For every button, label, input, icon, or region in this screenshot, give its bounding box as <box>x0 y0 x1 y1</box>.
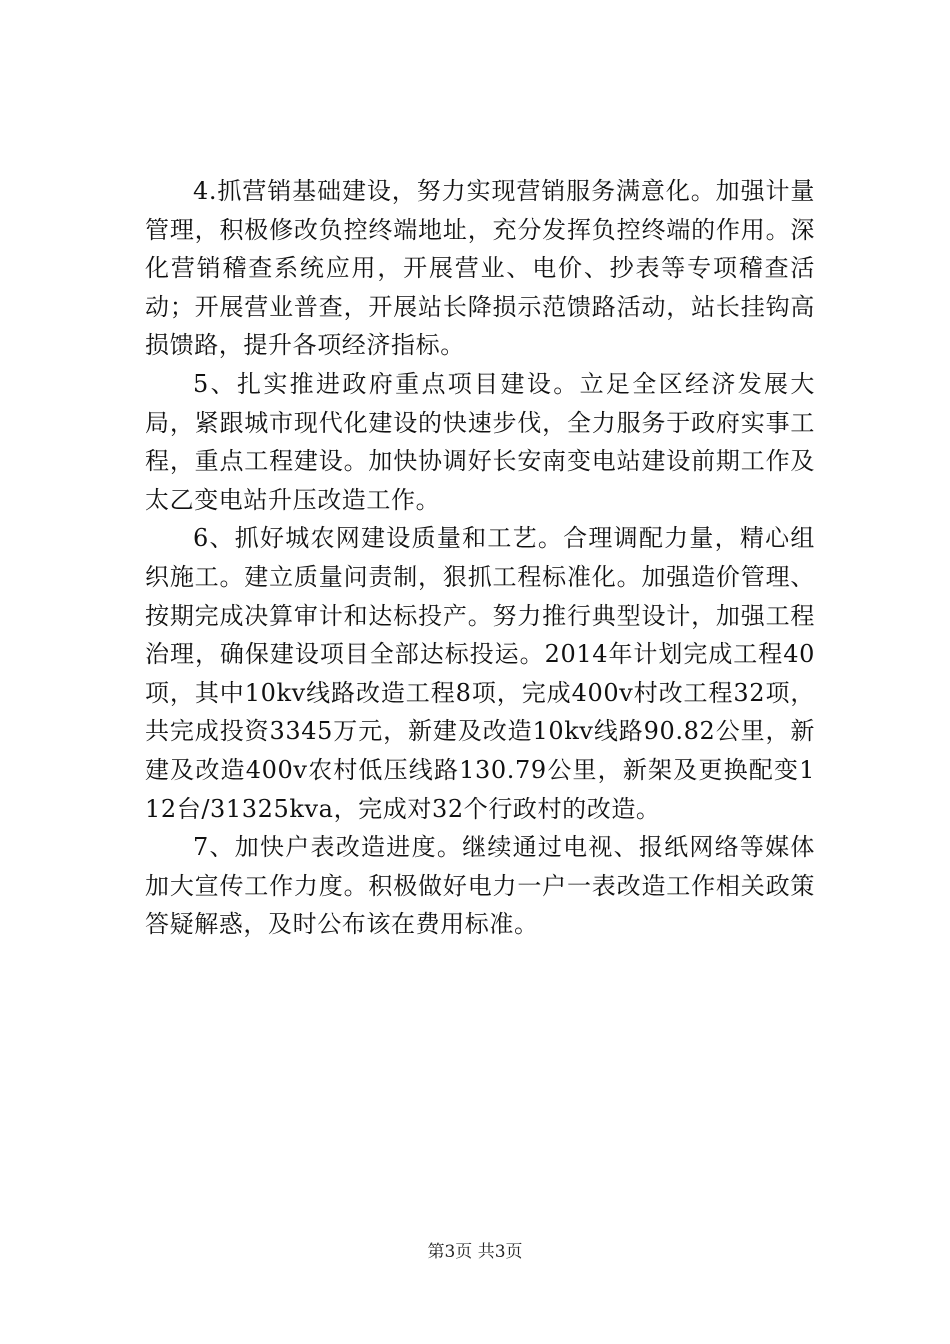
paragraph-item-6: 6、抓好城农网建设质量和工艺。合理调配力量，精心组织施工。建立质量问责制，狠抓工程标准化。加强造价管理、按期完成决算审计和达标投产。努力推行典型设计，加强工程治理，确保建设项目全部达标投运。2014年计划完成工程40项，其中10kv线路改造工程8项，完成400v村改工程32项，共完成投资3345万元，新建及改造10kv线路90.82公里，新建及改造400v农村低压线路130.79公里，新架及更换配变112台/31325kva，完成对32个行政村的改造。 <box>145 524 815 823</box>
paragraph-item-5: 5、扎实推进政府重点项目建设。立足全区经济发展大局，紧跟城市现代化建设的快速步伐，全力服务于政府实事工程，重点工程建设。加快协调好长安南变电站建设前期工作及太乙变电站升压改造工作。 <box>145 369 815 514</box>
paragraph-item-4: 4.抓营销基础建设，努力实现营销服务满意化。加强计量管理，积极修改负控终端地址，充分发挥负控终端的作用。深化营销稽查系统应用，开展营业、电价、抄表等专项稽查活动；开展营业普查，开展站长降损示范馈路活动，站长挂钩高损馈路，提升各项经济指标。 <box>145 177 815 360</box>
page-number-label: 第3页 共3页 <box>427 1242 523 1262</box>
document-body <box>145 172 815 944</box>
paragraph-item-7: 7、加快户表改造进度。继续通过电视、报纸网络等媒体加大宣传工作力度。积极做好电力一户一表改造工作相关政策答疑解惑，及时公布该在费用标准。 <box>145 833 815 939</box>
page-footer <box>0 1241 950 1263</box>
